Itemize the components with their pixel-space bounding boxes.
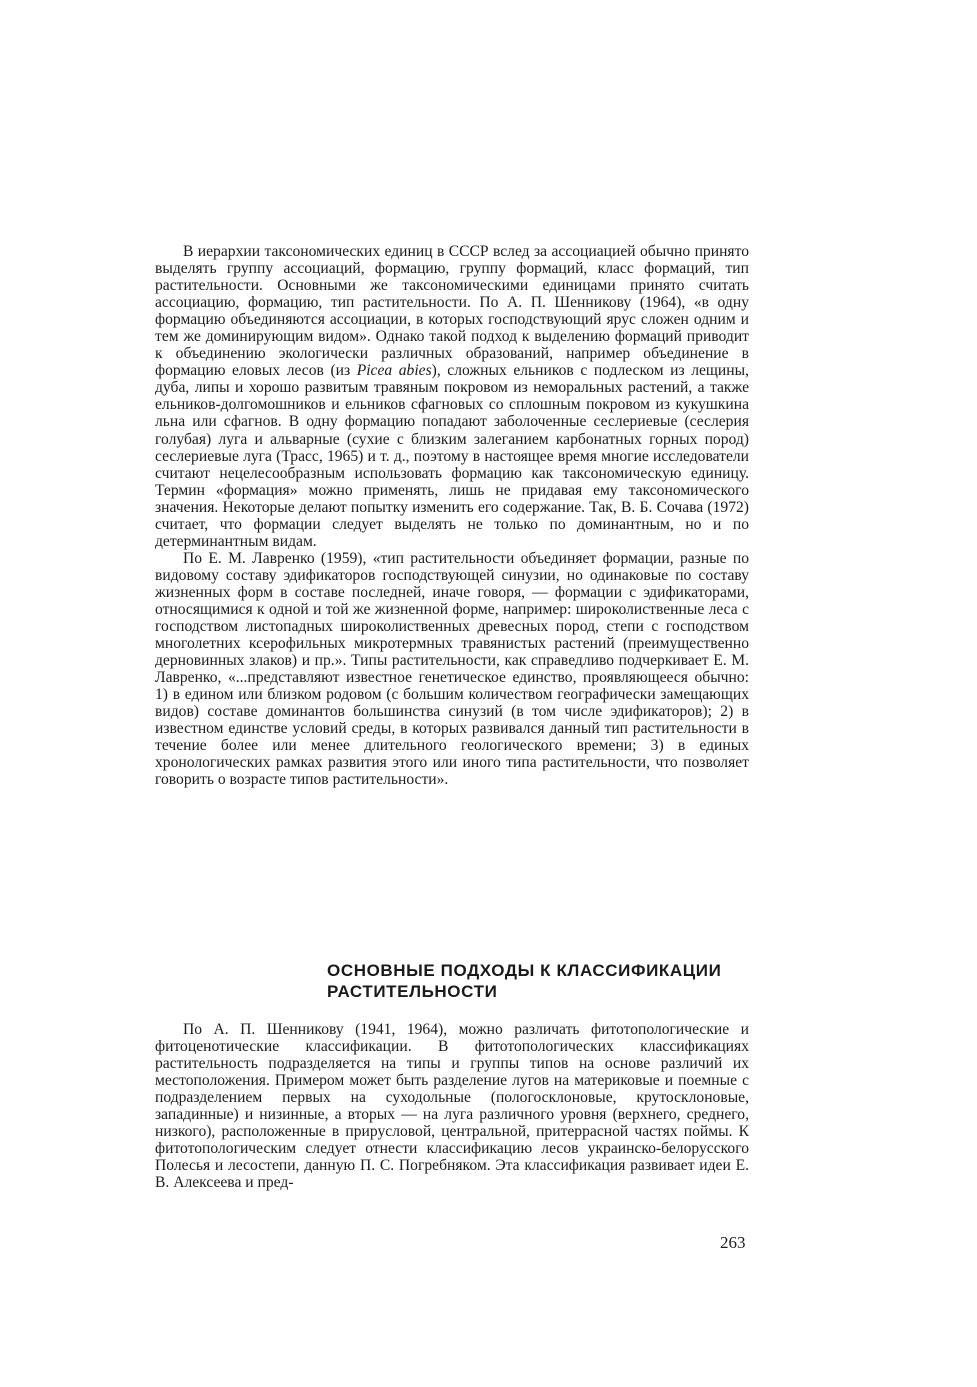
section-heading-line-2: РАСТИТЕЛЬНОСТИ xyxy=(327,982,498,1001)
bottom-text-block xyxy=(155,1021,749,1191)
top-text-block xyxy=(155,243,749,789)
paragraph-taxonomy: В иерархии таксономических единиц в СССР вслед за ассоциацией обычно принято выделять группу ассоциаций, формацию, группу формаций, класс формаций, тип растительности. Основными же таксономическими единицами принято считать ассоциацию, формацию, тип растительности. По А. П. Шенникову (1964), «в одну формацию объединяются ассоциации, в которых господствующий ярус сложен одним и тем же доминирующим видом». Однако такой подход к выделению формаций приводит к объединению экологически различных образований, например объединение в формацию еловых лесов (из Picea abies), сложных ельников с подлеском из лещины, дуба, липы и хорошо развитым травяным покровом из неморальных растений, а также ельников-долгомошников и ельников сфагновых со сплошным покровом из кукушкина льна или сфагнов. В одну формацию попадают заболоченные сеслериевые (сеслерия голубая) луга и альварные (сухие с близким залеганием карбонатных горных пород) сеслериевые луга (Трасс, 1965) и т. д., поэтому в настоящее время многие исследователи считают нецелесообразным использовать формацию как таксономическую единицу. Термин «формация» можно применять, лишь не придавая ему таксономического значения. Некоторые делают попытку изменить его содержание. Так, В. Б. Сочава (1972) считает, что формации следует выделять не только по доминантным, но и по детерминантным видам. xyxy=(155,243,749,550)
section-heading xyxy=(327,960,767,1002)
page-number: 263 xyxy=(720,1233,746,1252)
paragraph-lavrenko: По Е. М. Лавренко (1959), «тип растительности объединяет формации, разные по видовому составу эдификаторов господствующей синузии, но одинаковые по составу жизненных форм в составе последней, иначе говоря, — формации с эдификаторами, относящимися к одной и той же жизненной форме, например: широколиственные леса с господством листопадных широколиственных древесных пород, степи с господством многолетних ксерофильных микротермных травянистых растений (преимущественно дерновинных злаков) и пр.». Типы растительности, как справедливо подчеркивает Е. М. Лавренко, «...представляют известное генетическое единство, проявляющееся обычно: 1) в едином или близком родовом (с большим количеством географически замещающих видов) составе доминантов большинства синузий (в том числе эдификаторов); 2) в известном единстве условий среды, в которых развивался данный тип растительности в течение более или менее длительного геологического времени; 3) в единых хронологических рамках развития этого или иного типа растительности, что позволяет говорить о возрасте типов растительности». xyxy=(155,549,749,789)
species-name-italic: Picea abies xyxy=(356,362,432,380)
paragraph-shennikov: По А. П. Шенникову (1941, 1964), можно различать фитотопологические и фитоценотические классификации. В фитотопологических классификациях растительность подразделяется на типы и группы типов на основе различий их местоположения. Примером может быть разделение лугов на материковые и поемные с подразделением первых на суходольные (пологосклоновые, крутосклоновые, западинные) и низинные, а вторых — на луга различного уровня (верхнего, среднего, низкого), расположенные в прирусловой, центральной, притеррасной частях поймы. К фитотопологическим следует отнести классификацию лесов украинско-белорусского Полесья и лесостепи, данную П. С. Погребняком. Эта классификация развивает идеи Е. В. Алексеева и пред- xyxy=(155,1021,749,1192)
section-heading-line-1: ОСНОВНЫЕ ПОДХОДЫ К КЛАССИФИКАЦИИ xyxy=(327,961,722,980)
